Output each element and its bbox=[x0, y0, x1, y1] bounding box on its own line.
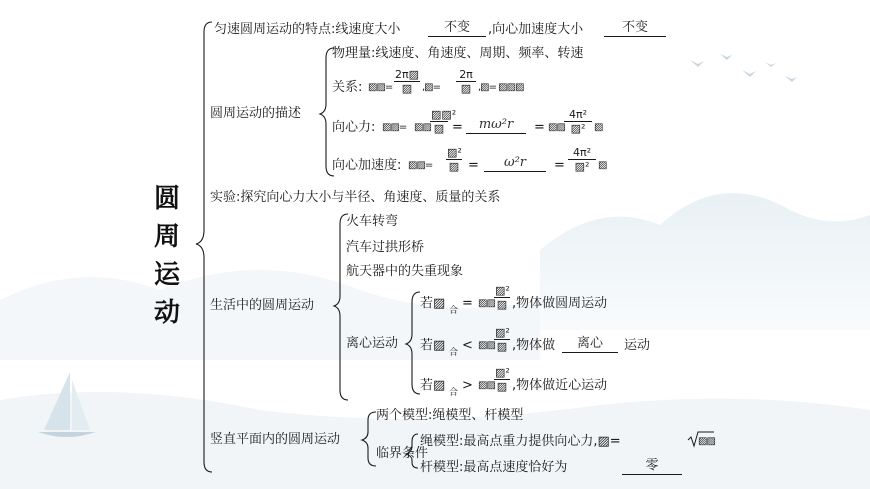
force-f1-den: ▨ bbox=[433, 122, 445, 135]
title-char-2: 周 bbox=[154, 222, 181, 252]
critical-label: 临界条件 bbox=[376, 446, 429, 461]
case2-tail2: 运动 bbox=[624, 338, 651, 353]
case2-mid: ▨▨ bbox=[478, 340, 495, 351]
force-pre-frac2: ▨▨ bbox=[548, 122, 565, 133]
two-models: 两个模型:绳模型、杆模型 bbox=[376, 408, 524, 423]
accel-sym: ▨▨= bbox=[408, 160, 433, 171]
case3-tail: ,物体做近心运动 bbox=[512, 378, 608, 393]
relation-f2-den: ▨ bbox=[460, 82, 472, 95]
row1-label: 匀速圆周运动的特点:线速度大小 bbox=[214, 22, 401, 37]
life-item-1: 火车转弯 bbox=[346, 214, 399, 229]
force-prefix: 向心力: bbox=[332, 120, 376, 135]
blank-accel-formula: ω²r bbox=[484, 155, 546, 172]
case1-op: = bbox=[462, 296, 473, 311]
relation-fraction-1 bbox=[394, 68, 420, 95]
relation-f1-den: ▨ bbox=[401, 82, 413, 95]
relation-tail: ,▨= ▨▨▨ bbox=[478, 82, 524, 93]
main-brace bbox=[196, 22, 212, 472]
accel-tail: ▨ bbox=[598, 160, 607, 171]
case1-tail: ,物体做圆周运动 bbox=[512, 296, 608, 311]
accel-fraction-2 bbox=[568, 146, 596, 173]
describe-brace bbox=[320, 48, 334, 176]
case2-sub: 合 bbox=[449, 348, 459, 358]
centrifugal-label: 离心运动 bbox=[346, 336, 399, 351]
relation-fraction-2 bbox=[456, 68, 476, 95]
accel-f1-num: ▨² bbox=[447, 146, 462, 159]
relation-f2-num: 2π bbox=[456, 68, 476, 82]
accel-eq2: = bbox=[554, 158, 565, 173]
case1-mid: ▨▨ bbox=[478, 298, 495, 309]
case3-sub: 合 bbox=[449, 388, 459, 398]
case1-sub: 合 bbox=[449, 306, 459, 316]
rod-model: 杆模型:最高点速度恰好为 bbox=[420, 460, 568, 475]
physical-quantities: 物理量:线速度、角速度、周期、频率、转速 bbox=[332, 46, 584, 61]
case3-f-num: ▨² bbox=[495, 366, 510, 379]
title-char-4: 动 bbox=[154, 298, 181, 328]
relation-sym: ▨▨= bbox=[368, 82, 393, 93]
case1-f-den: ▨ bbox=[496, 298, 508, 311]
life-item-3: 航天器中的失重现象 bbox=[346, 264, 464, 279]
rope-model: 绳模型:最高点重力提供向心力,▨= bbox=[420, 434, 621, 449]
relation-comma1: ,▨= bbox=[422, 82, 441, 93]
rope-sqrt-content: ▨▨ bbox=[698, 436, 715, 447]
force-sym: ▨▨= bbox=[382, 122, 407, 133]
force-pre-frac: ▨▨ bbox=[414, 122, 431, 133]
centrifugal-brace bbox=[406, 292, 420, 394]
life-label: 生活中的圆周运动 bbox=[210, 298, 315, 313]
blank-accel-constant: 不变 bbox=[604, 20, 666, 37]
accel-f2-den: ▨² bbox=[574, 160, 590, 173]
case3-op: > bbox=[462, 378, 473, 393]
case2-op: < bbox=[462, 338, 473, 353]
blank-force-formula: mω²r bbox=[466, 117, 526, 134]
case3-f-den: ▨ bbox=[496, 380, 508, 393]
case3-mid: ▨▨ bbox=[478, 380, 495, 391]
blank-centrifugal: 离心 bbox=[562, 336, 618, 353]
title-char-3: 运 bbox=[154, 260, 181, 290]
force-tail: ▨ bbox=[594, 122, 603, 133]
relation-f1-num: 2π▨ bbox=[395, 68, 420, 81]
relation-prefix: 关系: bbox=[332, 80, 363, 95]
case2-f-num: ▨² bbox=[495, 326, 510, 339]
case3-fraction bbox=[494, 366, 510, 393]
case2-fraction bbox=[494, 326, 510, 353]
force-f1-num: ▨▨² bbox=[431, 108, 457, 121]
accel-fraction-1 bbox=[446, 146, 462, 173]
describe-label: 圆周运动的描述 bbox=[210, 106, 302, 121]
case1-prefix: 若▨ bbox=[420, 296, 446, 311]
vertical-label: 竖直平面内的圆周运动 bbox=[210, 432, 341, 447]
vertical-brace bbox=[362, 412, 376, 466]
case3-prefix: 若▨ bbox=[420, 378, 446, 393]
force-fraction-2 bbox=[564, 108, 592, 135]
force-eq1: = bbox=[452, 120, 463, 135]
case2-tail: ,物体做 bbox=[512, 338, 556, 353]
blank-speed-constant: 不变 bbox=[428, 20, 486, 37]
force-f2-den: ▨² bbox=[570, 122, 586, 135]
force-f2-num: 4π² bbox=[564, 108, 592, 122]
case1-fraction bbox=[494, 284, 510, 311]
accel-eq1: = bbox=[468, 158, 479, 173]
title-char-1: 圆 bbox=[154, 184, 181, 214]
life-item-2: 汽车过拱形桥 bbox=[346, 240, 425, 255]
force-fraction-1 bbox=[430, 108, 457, 135]
row1-mid: ,向心加速度大小 bbox=[488, 22, 584, 37]
accel-f2-num: 4π² bbox=[568, 146, 596, 160]
case2-f-den: ▨ bbox=[496, 340, 508, 353]
case2-prefix: 若▨ bbox=[420, 338, 446, 353]
case1-f-num: ▨² bbox=[495, 284, 510, 297]
force-eq2: = bbox=[534, 120, 545, 135]
experiment-line: 实验:探究向心力大小与半径、角速度、质量的关系 bbox=[210, 190, 501, 205]
accel-prefix: 向心加速度: bbox=[332, 158, 402, 173]
blank-rod-speed: 零 bbox=[622, 458, 682, 475]
accel-f1-den: ▨ bbox=[448, 160, 460, 173]
